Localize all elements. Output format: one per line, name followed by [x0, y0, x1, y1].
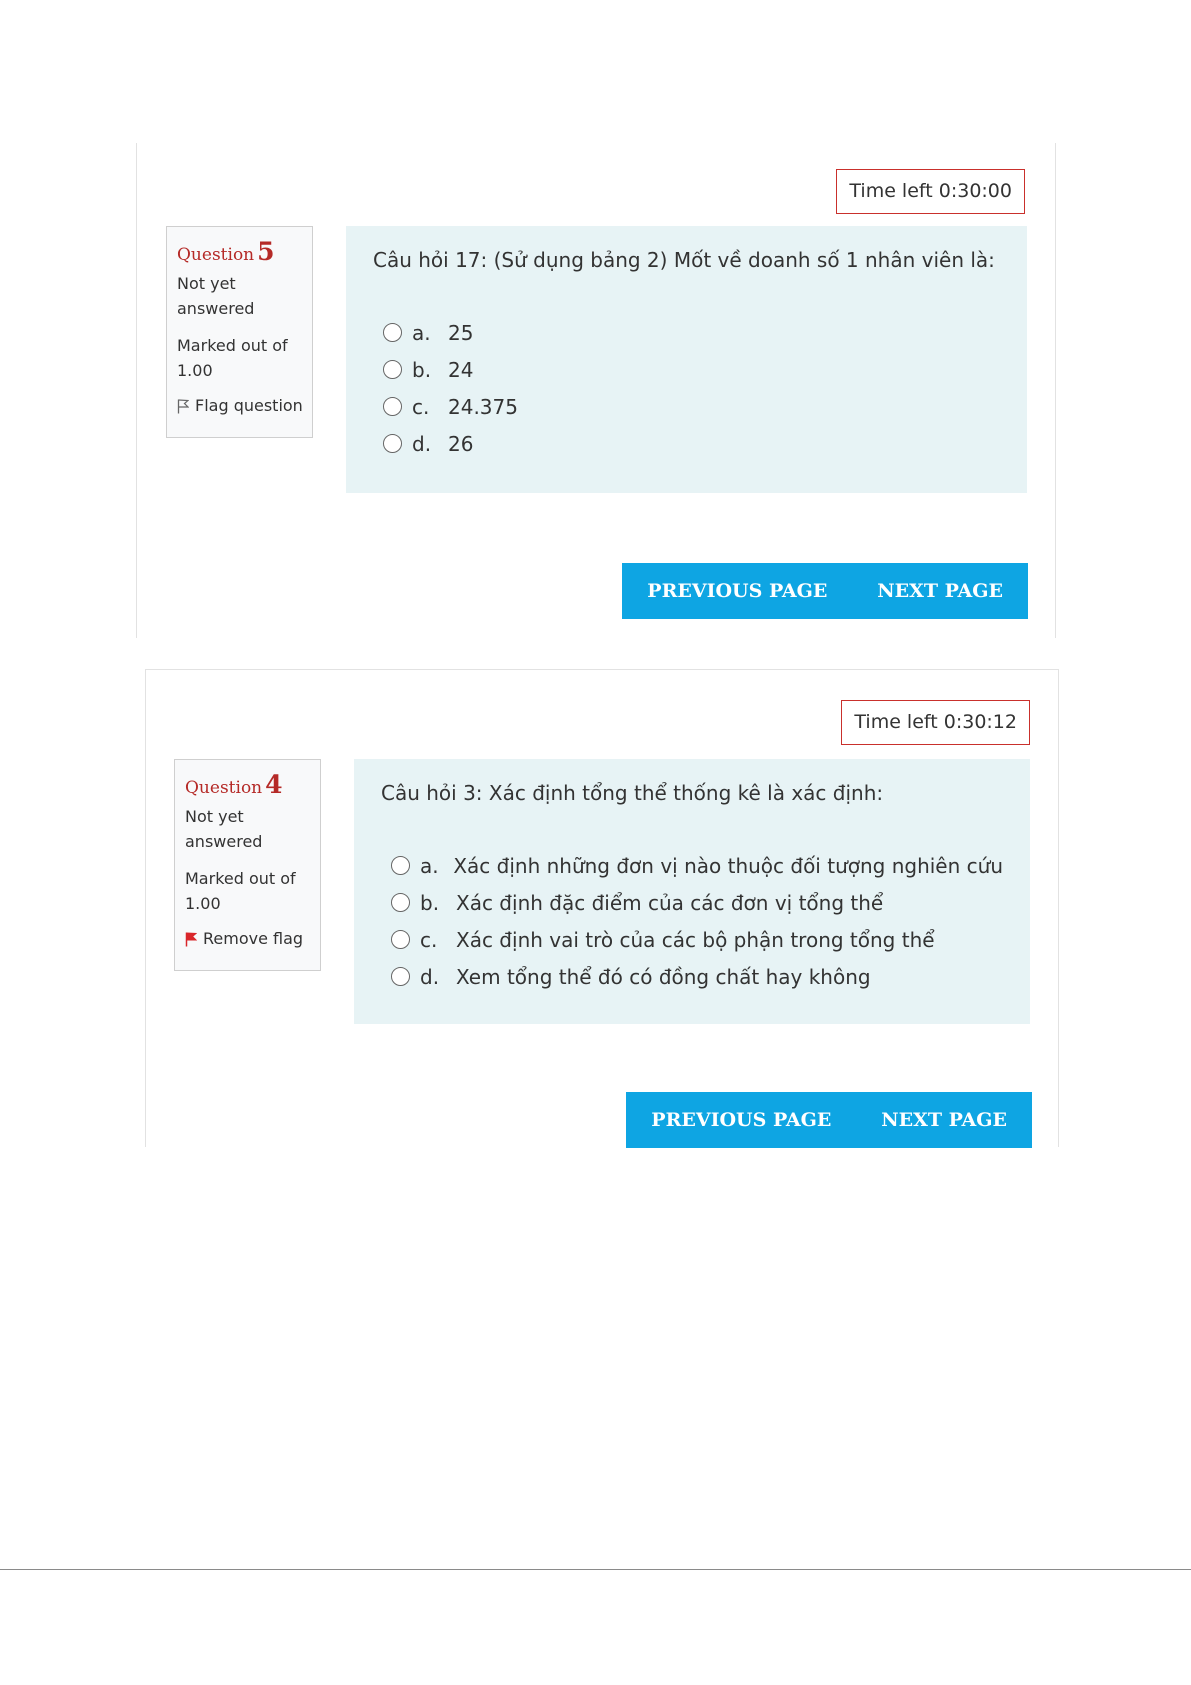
answer-letter: b. — [420, 890, 440, 915]
time-left: Time left 0:30:00 — [836, 169, 1025, 214]
answer-text: 24 — [448, 357, 474, 382]
question-info — [166, 226, 313, 438]
answer-option[interactable] — [381, 921, 1003, 958]
answer-letter: b. — [412, 357, 432, 382]
answer-letter: d. — [412, 431, 432, 456]
quiz-panel-question-4 — [145, 669, 1059, 1147]
answer-letter: d. — [420, 964, 440, 989]
answer-option[interactable] — [373, 351, 1000, 388]
answer-option[interactable] — [373, 388, 1000, 425]
answer-radio[interactable] — [383, 360, 402, 379]
flag-filled-icon — [185, 932, 197, 947]
flag-outline-icon — [177, 399, 189, 414]
question-state: Not yet answered — [185, 807, 263, 851]
answer-text: Xem tổng thể đó có đồng chất hay không — [456, 964, 871, 989]
next-page-button[interactable]: NEXT PAGE — [852, 563, 1028, 619]
answer-text: 26 — [448, 431, 474, 456]
page-navigation — [622, 563, 1028, 619]
question-grade: Marked out of 1.00 — [177, 336, 288, 380]
answer-text: 25 — [448, 320, 474, 345]
question-number: 5 — [257, 237, 275, 266]
question-label: Question — [185, 778, 263, 798]
answer-list — [381, 847, 1003, 995]
question-content — [346, 226, 1027, 493]
previous-page-button[interactable]: PREVIOUS PAGE — [622, 563, 852, 619]
answer-text: Xác định những đơn vị nào thuộc đối tượng nghiên cứu — [453, 853, 1003, 878]
answer-letter: c. — [412, 394, 430, 419]
answer-option[interactable] — [373, 314, 1000, 351]
page-navigation — [626, 1092, 1032, 1148]
answer-radio[interactable] — [391, 967, 410, 986]
question-text: Câu hỏi 17: (Sử dụng bảng 2) Mốt về doanh số 1 nhân viên là: — [373, 248, 995, 272]
flag-question-link[interactable] — [177, 393, 302, 418]
question-state: Not yet answered — [177, 274, 255, 318]
question-text: Câu hỏi 3: Xác định tổng thể thống kê là xác định: — [381, 781, 884, 805]
previous-page-button[interactable]: PREVIOUS PAGE — [626, 1092, 856, 1148]
page-divider — [0, 1569, 1191, 1570]
answer-radio[interactable] — [391, 893, 410, 912]
answer-text: 24.375 — [448, 394, 518, 419]
question-number: 4 — [265, 770, 283, 799]
question-info — [174, 759, 321, 971]
answer-option[interactable] — [381, 958, 1003, 995]
answer-list — [373, 314, 1000, 462]
answer-letter: c. — [420, 927, 438, 952]
answer-option[interactable] — [373, 425, 1000, 462]
answer-radio[interactable] — [391, 930, 410, 949]
time-left: Time left 0:30:12 — [841, 700, 1030, 745]
question-heading — [177, 237, 302, 271]
remove-flag-link[interactable] — [185, 926, 310, 951]
answer-radio[interactable] — [383, 397, 402, 416]
question-heading — [185, 770, 310, 804]
answer-text: Xác định đặc điểm của các đơn vị tổng thể — [456, 890, 884, 915]
question-label: Question — [177, 245, 255, 265]
answer-text: Xác định vai trò của các bộ phận trong tổng thể — [456, 927, 935, 952]
answer-radio[interactable] — [383, 323, 402, 342]
question-content — [354, 759, 1030, 1024]
quiz-panel-question-5 — [136, 143, 1056, 638]
answer-letter: a. — [420, 853, 439, 878]
flag-label: Flag question — [195, 396, 303, 415]
question-grade: Marked out of 1.00 — [185, 869, 296, 913]
answer-radio[interactable] — [383, 434, 402, 453]
flag-label: Remove flag — [203, 929, 304, 948]
answer-option[interactable] — [381, 847, 1003, 884]
answer-radio[interactable] — [391, 856, 410, 875]
next-page-button[interactable]: NEXT PAGE — [856, 1092, 1032, 1148]
answer-letter: a. — [412, 320, 431, 345]
answer-option[interactable] — [381, 884, 1003, 921]
